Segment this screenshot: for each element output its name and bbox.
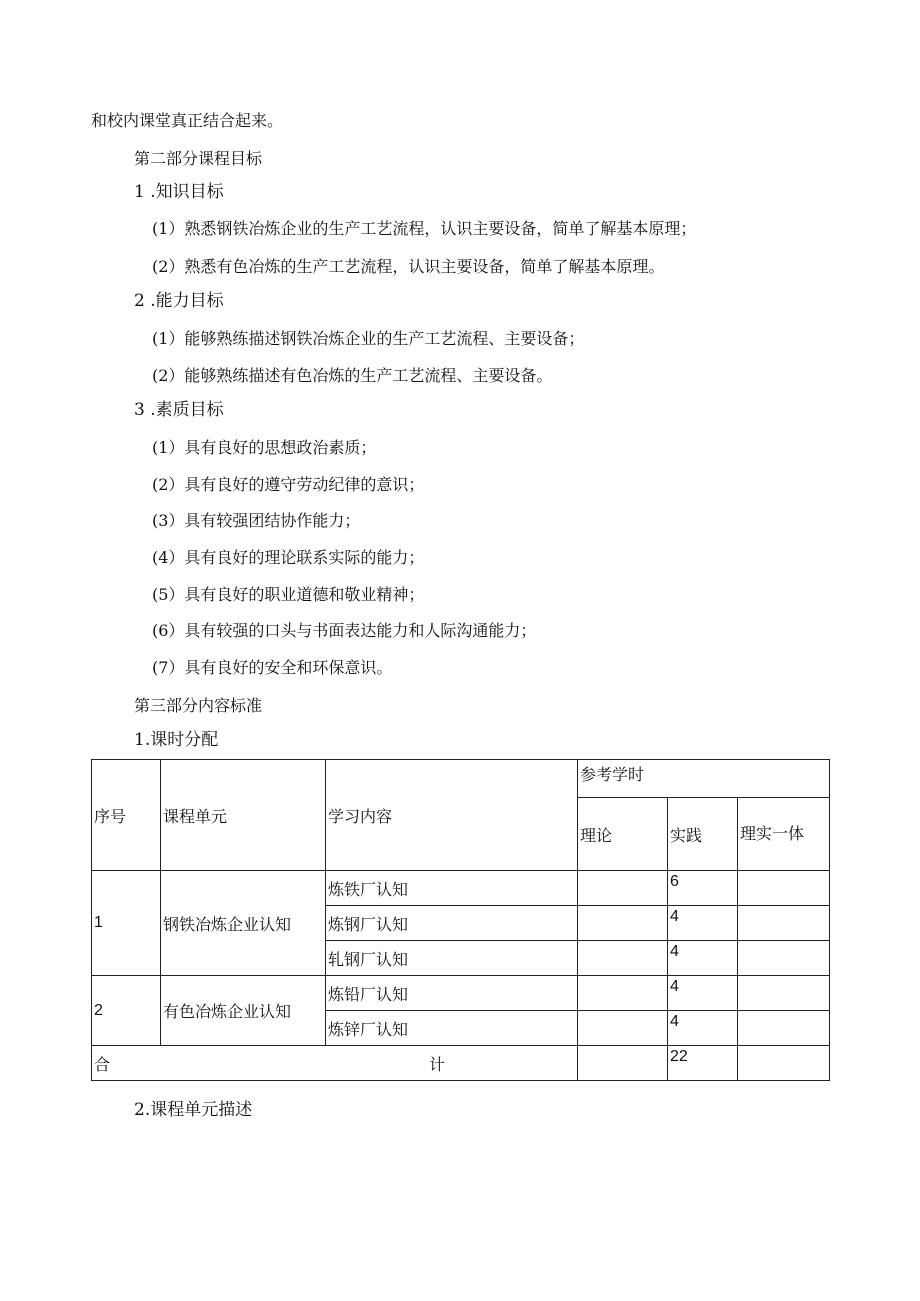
total-practice: 22	[668, 1046, 738, 1081]
table-row-theory	[578, 906, 668, 941]
quality-item-2: (2）具有良好的遵守劳动纪律的意识；	[152, 475, 425, 494]
table-row-content: 炼钢厂认知	[326, 906, 578, 941]
quality-item-3: (3）具有较强团结协作能力；	[152, 511, 361, 530]
table-row-integrated	[738, 906, 830, 941]
part3-heading: 第三部分内容标准	[134, 696, 263, 715]
table-row-integrated	[738, 871, 830, 906]
table-row-practice: 4	[668, 906, 738, 941]
total-label-left: 合	[94, 1054, 111, 1074]
table-row-content: 轧钢厂认知	[326, 941, 578, 976]
table-row-integrated	[738, 976, 830, 1011]
hours-title: 1.课时分配	[134, 730, 219, 750]
knowledge-item-2: (2）熟悉有色冶炼的生产工艺流程，认识主要设备，简单了解基本原理。	[152, 257, 665, 276]
group-1-no: 1	[92, 871, 161, 976]
knowledge-item-1: (1）熟悉钢铁冶炼企业的生产工艺流程，认识主要设备，简单了解基本原理；	[152, 219, 697, 238]
header-practice: 实践	[668, 798, 738, 871]
total-integrated	[738, 1046, 830, 1081]
table-row-content: 炼锌厂认知	[326, 1011, 578, 1046]
quality-title: 3 .素质目标	[134, 400, 224, 420]
table-row-theory	[578, 941, 668, 976]
group-2-unit: 有色冶炼企业认知	[161, 976, 326, 1046]
ability-item-2: (2）能够熟练描述有色冶炼的生产工艺流程、主要设备。	[152, 366, 553, 385]
total-label	[92, 1046, 578, 1081]
header-unit: 课程单元	[161, 760, 326, 871]
table-row-integrated	[738, 941, 830, 976]
group-1-unit: 钢铁冶炼企业认知	[161, 871, 326, 976]
intro-tail: 和校内课堂真正结合起来。	[91, 111, 284, 130]
table-row-practice: 4	[668, 1011, 738, 1046]
ability-item-1: (1）能够熟练描述钢铁冶炼企业的生产工艺流程、主要设备；	[152, 329, 585, 348]
header-ref-hours: 参考学时	[578, 760, 830, 798]
quality-item-1: (1）具有良好的思想政治素质；	[152, 438, 377, 457]
quality-item-7: (7）具有良好的安全和环保意识。	[152, 658, 393, 677]
table-row-content: 炼铅厂认知	[326, 976, 578, 1011]
header-integrated: 理实一体	[738, 798, 830, 871]
table-row-theory	[578, 976, 668, 1011]
quality-item-4: (4）具有良好的理论联系实际的能力；	[152, 548, 425, 567]
part2-heading: 第二部分课程目标	[134, 149, 263, 168]
quality-item-5: (5）具有良好的职业道德和敬业精神；	[152, 585, 425, 604]
quality-item-6: (6）具有较强的口头与书面表达能力和人际沟通能力；	[152, 621, 537, 640]
total-label-right: 计	[428, 1054, 445, 1074]
total-theory	[578, 1046, 668, 1081]
table-row-practice: 6	[668, 871, 738, 906]
knowledge-title: 1 .知识目标	[134, 182, 224, 202]
table-row-practice: 4	[668, 941, 738, 976]
hours-table	[91, 759, 830, 1081]
header-content: 学习内容	[326, 760, 578, 871]
header-no: 序号	[92, 760, 161, 871]
table-row-theory	[578, 871, 668, 906]
group-2-no: 2	[92, 976, 161, 1046]
table-row-content: 炼铁厂认知	[326, 871, 578, 906]
table-row-integrated	[738, 1011, 830, 1046]
header-theory: 理论	[578, 798, 668, 871]
ability-title: 2 .能力目标	[134, 291, 224, 311]
table-row-theory	[578, 1011, 668, 1046]
table-row-practice: 4	[668, 976, 738, 1011]
unit-desc-title: 2.课程单元描述	[134, 1100, 253, 1120]
